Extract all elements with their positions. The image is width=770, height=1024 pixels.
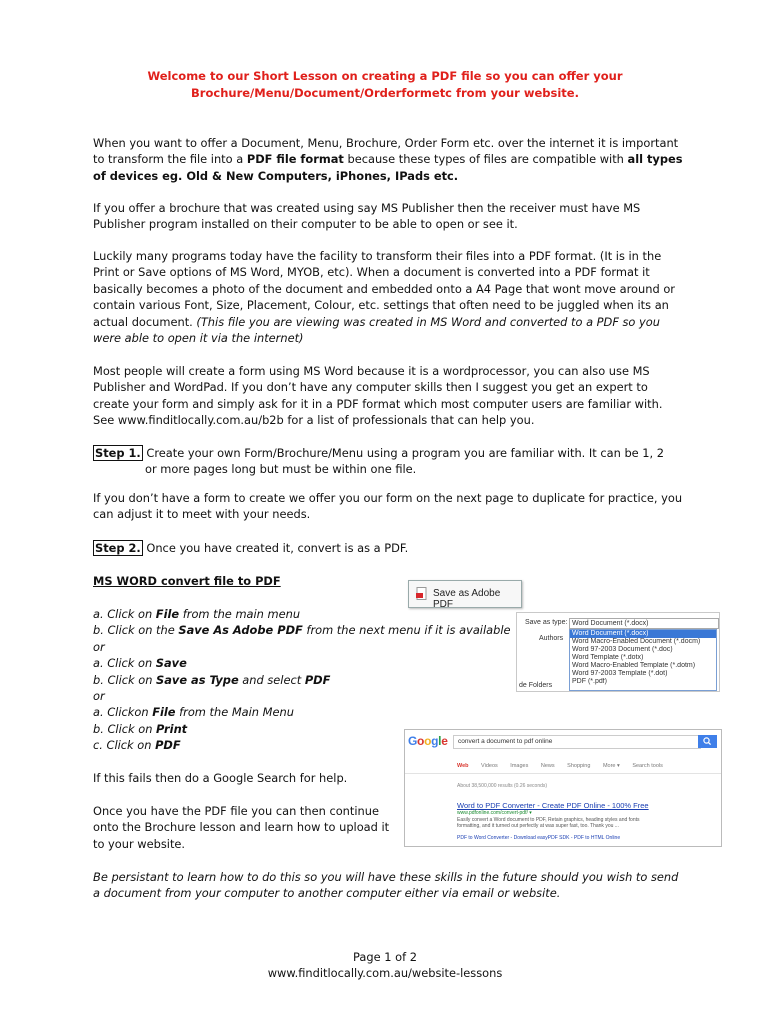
tab-images[interactable]: Images bbox=[510, 763, 529, 769]
tab-videos[interactable]: Videos bbox=[481, 763, 498, 769]
list-item: a. Clickon File from the Main Menu bbox=[93, 705, 294, 720]
file-type-option[interactable]: Word 97-2003 Template (*.dot) bbox=[572, 670, 668, 677]
page-number: Page 1 of 2 bbox=[353, 950, 417, 964]
step1-text: Create your own Form/Brochure/Menu using a program you are familiar with. It can be 1, 2 bbox=[142, 446, 665, 460]
google-help-text: If this fails then do a Google Search for help. bbox=[93, 771, 348, 785]
save-as-type-dropdown bbox=[569, 629, 717, 691]
title-line-2: Brochure/Menu/Document/Orderformetc from your website. bbox=[191, 86, 579, 100]
save-as-adobe-pdf-button[interactable] bbox=[408, 580, 522, 608]
divider bbox=[405, 773, 721, 774]
list-item: b. Click on the Save As Adobe PDF from the next menu if it is available bbox=[93, 623, 511, 638]
step2 bbox=[93, 540, 683, 556]
result-count: About 38,500,000 results (0.26 seconds) bbox=[457, 783, 548, 789]
file-type-option[interactable]: Word Document (*.docx) bbox=[570, 630, 716, 638]
devices-emphasis: all types of devices eg. Old & New Computers, iPhones, IPads etc. bbox=[93, 152, 683, 183]
tab-shopping[interactable]: Shopping bbox=[567, 763, 591, 769]
title-line-1: Welcome to our Short Lesson on creating a PDF file so you can offer your bbox=[147, 69, 623, 83]
file-type-option[interactable]: Word Macro-Enabled Template (*.dotm) bbox=[572, 662, 696, 669]
pdf-format-emphasis: PDF file format bbox=[246, 152, 344, 167]
file-type-option[interactable]: Word 97-2003 Document (*.doc) bbox=[572, 646, 673, 653]
tab-search-tools[interactable]: Search tools bbox=[632, 763, 663, 769]
result-title-link[interactable]: Word to PDF Converter - Create PDF Online - 100% Free bbox=[457, 801, 649, 810]
list-item: b. Click on Print bbox=[93, 721, 188, 736]
conversion-paragraph bbox=[93, 248, 683, 346]
search-tabs bbox=[457, 763, 674, 769]
pdf-document-icon bbox=[416, 587, 428, 600]
intro-text: When you want to offer a Document, Menu, Brochure, Order Form etc. over the internet it is important to transform the file into a bbox=[93, 136, 679, 167]
google-logo: Google bbox=[408, 734, 448, 748]
footer-url: www.finditlocally.com.au/website-lessons bbox=[267, 966, 503, 980]
authors-label: Authors bbox=[539, 635, 564, 642]
intro-paragraph bbox=[93, 135, 683, 184]
msword-paragraph: Most people will create a form using MS Word because it is a wordprocessor, you can also use MS Publisher and WordPad. If you don’t have any computer skills then I suggest you get an expert to create your form and simply ask for it in a PDF format which most computer users are familiar with. See www.finditlocally.com.au/b2b for a list of professionals that can help you. bbox=[93, 364, 663, 428]
once-paragraph: Once you have the PDF file you can then continue onto the Brochure lesson and learn how to upload it to your website. bbox=[93, 804, 390, 851]
search-icon bbox=[698, 735, 717, 748]
step2-label: Step 2. bbox=[95, 541, 141, 555]
save-as-adobe-pdf-label: Save as Adobe PDF bbox=[433, 588, 501, 610]
tab-news[interactable]: News bbox=[540, 763, 555, 769]
tab-more[interactable]: More ▾ bbox=[602, 763, 620, 769]
step1-label: Step 1. bbox=[95, 446, 141, 460]
step1 bbox=[93, 445, 683, 478]
result-snippet: Easily convert a Word document to PDF, Retain graphics, heading styles and fonts formatting, and it turned out perfectly at was super fast, too. Thank you ... bbox=[457, 817, 640, 830]
conversion-note: (This file you are viewing was created in MS Word and converted to a PDF so you were able to open it via the internet) bbox=[93, 314, 660, 346]
save-as-type-label: Save as type: bbox=[525, 619, 568, 626]
file-type-option-pdf[interactable]: PDF (*.pdf) bbox=[572, 678, 608, 685]
ms-word-heading: MS WORD convert file to PDF bbox=[93, 574, 281, 588]
list-item: c. Click on PDF bbox=[93, 738, 181, 753]
persistant-paragraph: Be persistant to learn how to do this so you will have these skills in the future should you wish to send a document from your computer to another computer either via email or website. bbox=[93, 870, 679, 901]
publisher-paragraph: If you offer a brochure that was created using say MS Publisher then the receiver must have MS Publisher program installed on their computer to be able to open or see it. bbox=[93, 201, 641, 232]
search-input[interactable]: convert a document to pdf online bbox=[453, 735, 701, 749]
save-as-type-select[interactable]: Word Document (*.docx) bbox=[569, 618, 719, 629]
step2-text: Once you have created it, convert is as a PDF. bbox=[142, 541, 409, 555]
page-title bbox=[93, 68, 677, 102]
conversion-text: Luckily many programs today have the facility to transform their files into a PDF format. (It is in the Print or Save options of MS Word, MYOB, etc). When a document is converted into a PDF format it basically becomes a photo of the document and embedded onto a A4 Page that wont move around or contain various Font, Size, Placement, Colour, etc. settings that often need to be juggled when its an actual document. bbox=[93, 249, 675, 329]
list-separator: or bbox=[93, 639, 105, 654]
google-search-screenshot bbox=[404, 729, 722, 847]
result-sublinks[interactable]: PDF to Word Converter - Download easyPDF SDK - PDF to HTML Online bbox=[457, 835, 621, 841]
list-item: b. Click on Save as Type and select PDF bbox=[93, 672, 331, 687]
list-item: a. Click on File from the main menu bbox=[93, 607, 301, 621]
result-url: www.pdfonline.com/convert-pdf/ ▾ bbox=[457, 810, 532, 816]
search-button[interactable] bbox=[698, 735, 717, 748]
intro-text-2: because these types of files are compatible with bbox=[343, 152, 628, 167]
list-item: a. Click on Save bbox=[93, 656, 187, 671]
step1-text-2: or more pages long but must be within one file. bbox=[145, 462, 417, 477]
file-type-option[interactable]: Word Macro-Enabled Document (*.docm) bbox=[572, 638, 701, 645]
file-type-option[interactable]: Word Template (*.dotx) bbox=[572, 654, 644, 661]
list-separator: or bbox=[93, 688, 105, 703]
tab-web[interactable]: Web bbox=[457, 763, 469, 769]
save-as-type-dialog bbox=[516, 612, 720, 692]
form-paragraph: If you don’t have a form to create we offer you our form on the next page to duplicate for practice, you can adjust it to meet with your needs. bbox=[93, 491, 683, 522]
folders-label: de Folders bbox=[519, 682, 553, 689]
